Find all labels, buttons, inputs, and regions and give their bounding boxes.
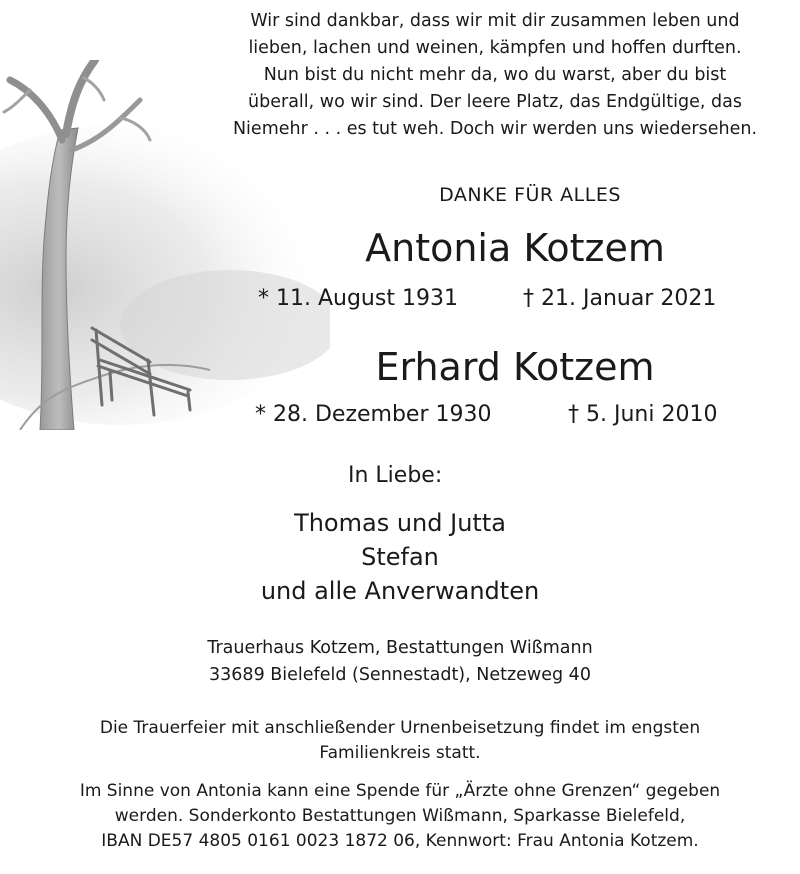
death-date-erhard: † 5. Juni 2010 (568, 402, 718, 427)
funeral-home-address (150, 635, 650, 689)
survivor-entry: und alle Anverwandten (260, 577, 540, 605)
birth-date-erhard: * 28. Dezember 1930 (255, 402, 492, 427)
poem-line: Nun bist du nicht mehr da, wo du warst, aber du bist (263, 65, 727, 85)
survivor-entry: Thomas und Jutta (294, 509, 506, 537)
funeral-home-line: Trauerhaus Kotzem, Bestattungen Wißmann (207, 638, 593, 658)
survivors-list (200, 506, 600, 608)
donation-line: Im Sinne von Antonia kann eine Spende für „Ärzte ohne Grenzen“ gegeben (79, 781, 721, 801)
donation-line: werden. Sonderkonto Bestattungen Wißmann, Sparkasse Bielefeld, (114, 806, 686, 826)
donation-notice (20, 779, 780, 854)
survivor-entry: Stefan (361, 543, 439, 571)
deceased-name-antonia: Antonia Kotzem (365, 226, 665, 270)
birth-date-antonia: * 11. August 1931 (258, 286, 458, 311)
donation-line: IBAN DE57 4805 0161 0023 1872 06, Kennwort: Frau Antonia Kotzem. (101, 831, 699, 851)
notice-line: Die Trauerfeier mit anschließender Urnenbeisetzung findet im engsten (99, 718, 701, 738)
deceased-name-erhard: Erhard Kotzem (375, 345, 655, 389)
in-love-label: In Liebe: (348, 463, 443, 488)
poem (205, 8, 785, 143)
notice-line: Familienkreis statt. (319, 743, 481, 763)
poem-line: Niemehr . . . es tut weh. Doch wir werden uns wiedersehen. (232, 119, 758, 139)
poem-line: überall, wo wir sind. Der leere Platz, das Endgültige, das (248, 92, 742, 112)
funeral-home-line: 33689 Bielefeld (Sennestadt), Netzeweg 40 (209, 665, 591, 685)
poem-line: Wir sind dankbar, dass wir mit dir zusammen leben und (250, 11, 740, 31)
death-date-antonia: † 21. Januar 2021 (523, 286, 717, 311)
poem-line: lieben, lachen und weinen, kämpfen und hoffen durften. (248, 38, 742, 58)
thanks-heading: DANKE FÜR ALLES (439, 184, 621, 206)
funeral-notice (20, 716, 780, 766)
